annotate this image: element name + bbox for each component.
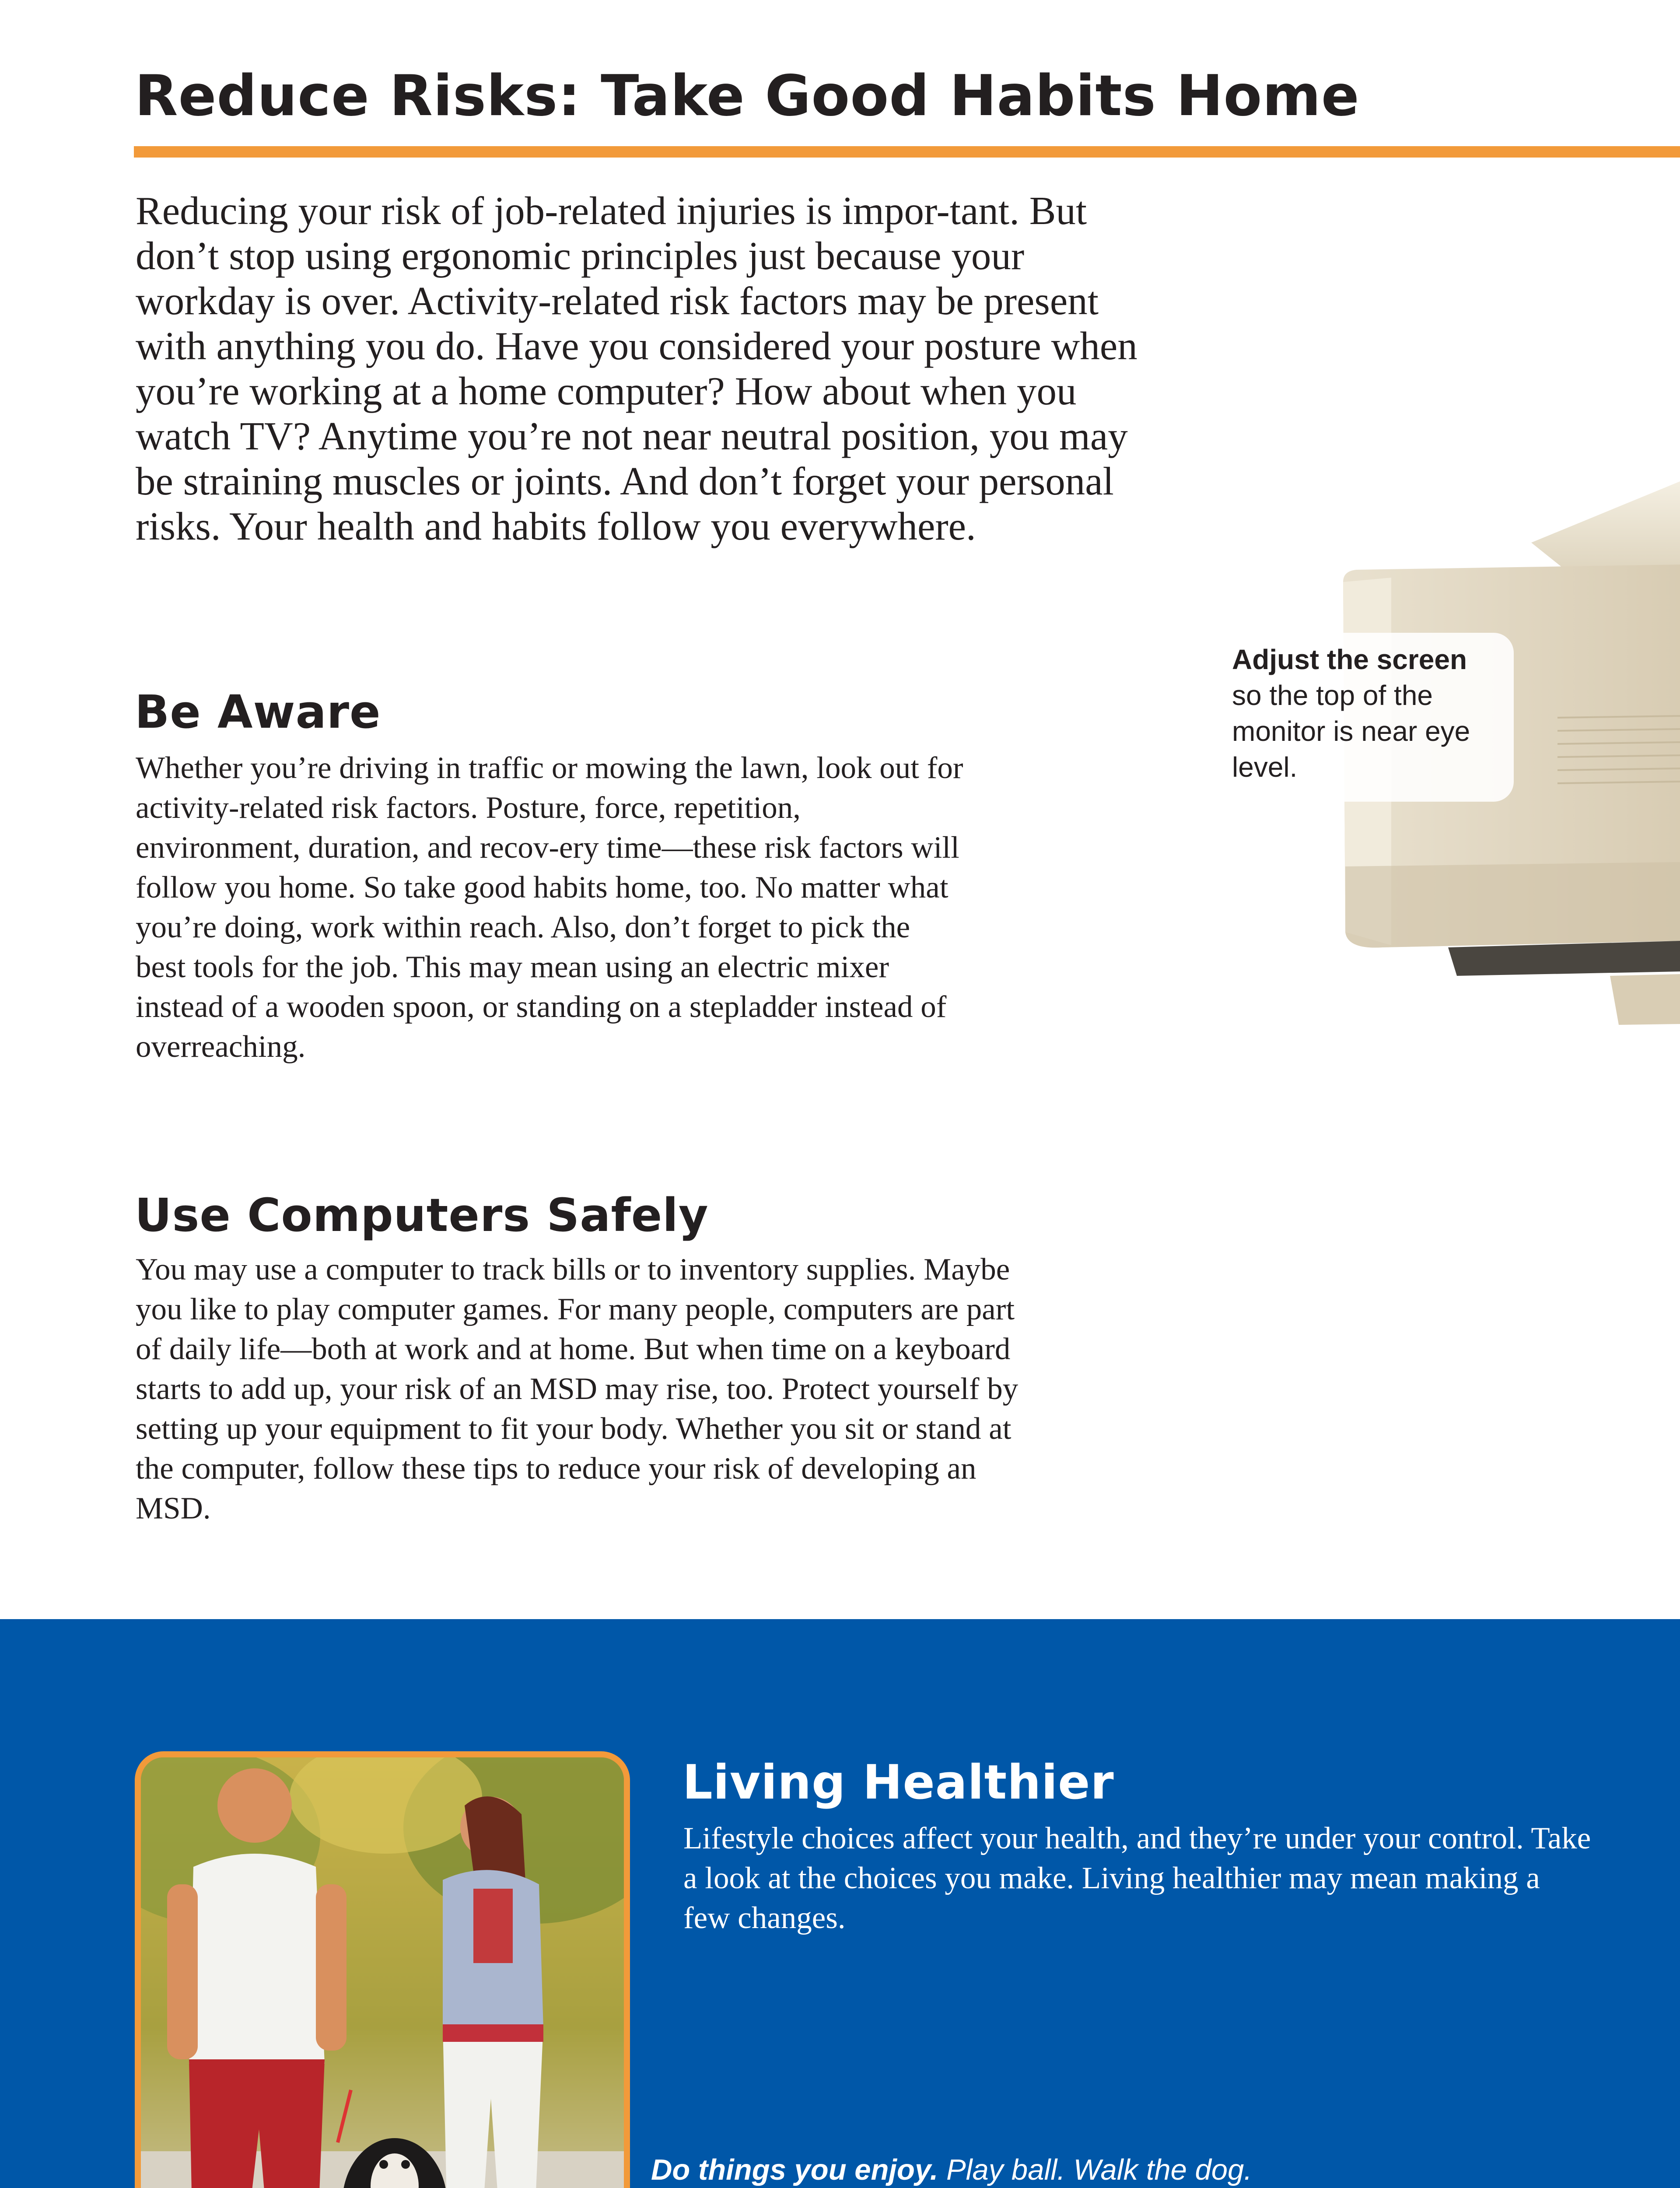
computers-paragraph: You may use a computer to track bills or to inventory supplies. Maybe you like to play computer games. For many people, computers are part of daily life—both at work and at home. But when time on a keyboard starts to add up, your risk of an MSD may rise, too. Protect yourself by setting up your equipment to fit your body. Whether you sit or stand at the computer, follow these tips to reduce your risk of developing an MSD. — [136, 1252, 1018, 1525]
be-aware-heading: Be Aware — [135, 685, 381, 739]
monitor-caption — [1232, 642, 1503, 785]
intro-paragraph: Reducing your risk of job-related injuries is impor-tant. But don’t stop using ergonomic principles just because your workday is over. Activity-related risk factors may be present with anything you do. Have you considered your posture when you’re working at a home computer? How about when you watch TV? Anytime you’re not near neutral position, you may be straining muscles or joints. And don’t forget your personal risks. Your health and habits follow you everywhere. — [136, 189, 1138, 548]
computers-heading: Use Computers Safely — [135, 1189, 709, 1242]
monitor-caption-text: so the top of the monitor is near eye level. — [1232, 680, 1470, 783]
photo-caption-lead: Do things you enjoy. — [651, 2153, 938, 2186]
monitor-caption-lead: Adjust the screen — [1232, 644, 1467, 675]
title-rule — [134, 146, 1680, 158]
be-aware-paragraph: Whether you’re driving in traffic or mowing the lawn, look out for activity-related risk factors. Posture, force, repetition, environment, duration, and recov-ery time—these risk factors will follow you home. So take good habits home, too. No matter what you’re doing, work within reach. Also, don’t forget to pick the best tools for the job. This may mean using an electric mixer instead of a wooden spoon, or standing on a stepladder instead of overreaching. — [136, 751, 963, 1064]
page-title: Reduce Risks: Take Good Habits Home — [135, 63, 1360, 129]
living-healthier-paragraph: Lifestyle choices affect your health, and they’re under your control. Take a look at the choices you make. Living healthier may mean making a few changes. — [683, 1821, 1591, 1935]
photo-caption-text: Play ball. Walk the dog. — [946, 2153, 1252, 2186]
living-healthier-heading: Living Healthier — [682, 1755, 1114, 1810]
photo-caption — [651, 2151, 1351, 2188]
people-walking-dog-photo — [135, 1751, 630, 2188]
